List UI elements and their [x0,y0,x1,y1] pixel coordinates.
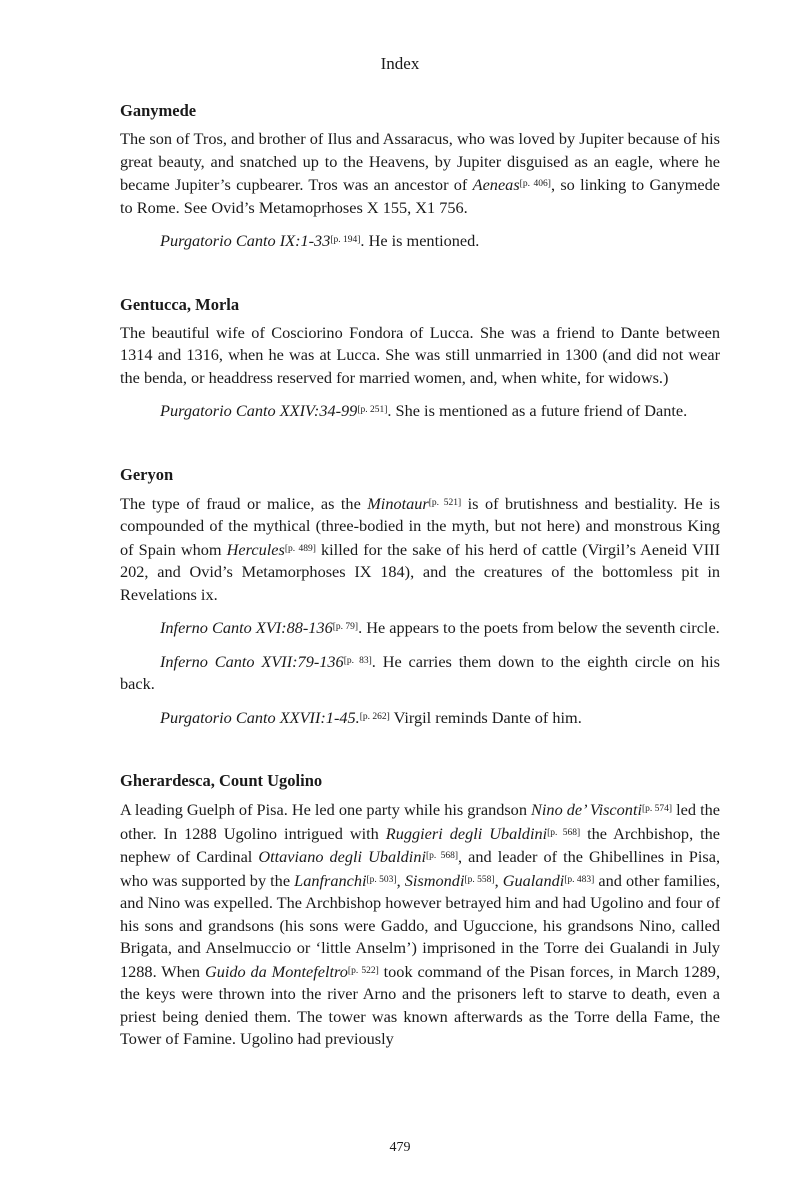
entry-title: Geryon [120,464,174,484]
page-ref: [p. 521] [428,497,462,508]
page-ref: [p. 262] [359,711,390,722]
index-entry-gentucca [120,294,720,423]
page-ref: [p. 568] [547,827,581,838]
desc-text: killed for the sake of his herd of cattle (Virgil’s Aeneid VIII 202, and Ovid’s Metamorphoses IX 184), and the creatures of the bottomless pit in Revelations ix. [120,539,721,604]
canto-citation[interactable]: Inferno Canto XVII:79-136 [160,651,344,671]
page-ref: [p. 503] [366,874,397,885]
entry-title: Gherardesca, Count Ugolino [120,771,323,790]
cross-reference-link[interactable]: Ruggieri degli Ubaldini [385,823,548,843]
canto-reference [120,399,720,423]
page-number: 479 [389,1140,411,1155]
cross-reference-link[interactable]: Nino de’ Visconti [531,800,642,819]
reference-text: . She is mentioned as a future friend of Dante. [387,401,688,420]
desc-text: , so linking to Ganymede to Rome. See Ovid’s Metamoprhoses X 155, X1 756. [120,175,721,217]
reference-text: . He carries them down to the eighth circle on his back. [120,651,720,693]
cross-reference-link[interactable]: Minotaur [367,493,429,513]
desc-text: , [494,870,503,890]
page-ref: [p. 489] [284,543,316,554]
cross-reference-link[interactable]: Lanfranchi [294,870,367,890]
canto-reference [120,616,720,640]
running-header: Index [380,54,420,73]
canto-citation[interactable]: Purgatorio Canto XXVII:1-45. [160,707,360,727]
desc-text: , and leader of the Ghibellines in Pisa, who was supported by the [120,847,721,890]
desc-text: the Archbishop, the nephew of Cardinal [120,823,721,866]
page-ref: [p. 574] [642,804,673,814]
canto-reference [120,229,720,253]
cross-reference-link[interactable]: Guido da Montefeltro [204,961,348,981]
index-entry-gherardesca [120,770,720,1051]
cross-reference-link[interactable]: Gualandi [502,870,565,890]
canto-reference [120,706,720,730]
index-entry-ganymede [120,100,720,253]
index-content [120,100,720,1092]
page-ref: [p. 194] [330,235,361,245]
desc-text: A leading Guelph of Pisa. He led one party while his grandson [120,800,532,819]
reference-text: . He appears to the poets from below the seventh circle. [358,618,720,637]
cross-reference-link[interactable]: Hercules [226,539,285,559]
canto-citation[interactable]: Inferno Canto XVI:88-136 [160,618,333,637]
desc-text: took command of the Pisan forces, in March 1289, the keys were thrown into the river Arno and the prisoners left to starve to death, even a priest being denied them. The tower was known afterwards as the Torre della Fame, the Tower of Famine. Ugolino had previously [120,961,721,1048]
desc-text: is of brutishness and bestiality. He is compounded of the mythical (three-bodied in the myth, but not here) and monstrous King of Spain whom [120,493,721,559]
entry-title: Ganymede [120,101,197,120]
index-entry-geryon [120,464,720,730]
cross-reference-link[interactable]: Aeneas [472,175,520,194]
desc-text: led the other. In 1288 Ugolino intrigued with [120,800,721,843]
reference-text: . He is mentioned. [360,231,480,250]
page-ref: [p. 568] [426,851,459,861]
page-ref: [p. 558] [464,874,495,885]
cross-reference-link[interactable]: Ottaviano degli Ubaldini [258,847,426,866]
desc-text: , [396,870,405,890]
entry-description [120,128,720,219]
entry-description [120,322,720,390]
reference-text: Virgil reminds Dante of him. [389,707,582,727]
entry-description [120,492,720,607]
entry-title: Gentucca, Morla [120,294,240,314]
desc-text: The type of fraud or malice, as the [120,493,368,513]
desc-text: and other families, and Nino was expelled. The Archbishop however betrayed him and had Ugolino and four of his sons and grandsons (his sons were Gaddo, and Uguccione, his grandsons Nino, called Brigata, and Anselmuccio or ‘little Anselm’) imprisoned in the Torre dei Gualandi in July 1288. When [120,870,721,981]
page-ref: [p. 251] [357,405,388,415]
canto-citation[interactable]: Purgatorio Canto XXIV:34-99 [160,401,358,420]
desc-text: The son of Tros, and brother of Ilus and Assaracus, who was loved by Jupiter because of his great beauty, and snatched up to the Heavens, by Jupiter disguised as an eagle, where he became Jupiter’s cupbearer. Tros was an ancestor of [120,129,720,194]
page-ref: [p. 522] [347,965,379,976]
desc-text: The beautiful wife of Cosciorino Fondora of Lucca. She was a friend to Dante between 1314 and 1316, when he was at Lucca. She was still unmarried in 1300 (and did not wear the benda, or headdress reserved for married women, and, when white, for widows.) [120,322,720,387]
entry-description [120,798,720,1051]
page-ref: [p. 83] [343,655,372,666]
page-ref: [p. 79] [332,622,359,632]
canto-reference [120,650,720,696]
page-ref: [p. 483] [564,874,595,885]
canto-citation[interactable]: Purgatorio Canto IX:1-33 [160,231,331,250]
page-ref: [p. 406] [519,179,551,189]
cross-reference-link[interactable]: Sismondi [404,870,465,890]
